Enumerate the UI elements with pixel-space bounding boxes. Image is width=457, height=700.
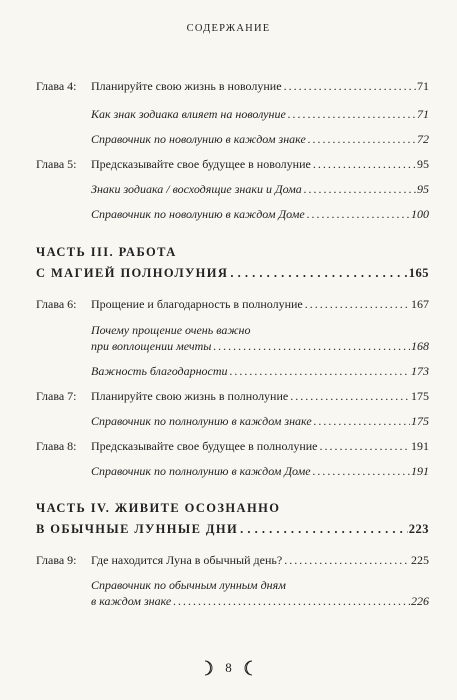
toc-entry-ch5-sub2[interactable] <box>91 207 429 222</box>
page-number: 191 <box>411 464 429 478</box>
chapter-title: Планируйте свою жизнь в полнолуние <box>91 389 289 403</box>
crescent-moon-icon <box>244 660 256 676</box>
page-number: 175 <box>411 389 429 403</box>
dot-leader <box>314 414 410 429</box>
dot-leader <box>284 553 410 568</box>
part-title-line2: С МАГИЕЙ ПОЛНОЛУНИЯ <box>36 266 229 280</box>
chapter-label: Глава 8: <box>36 439 77 453</box>
toc-entry-ch9-sub1[interactable] <box>91 594 429 609</box>
section-title: Справочник по полнолунию в каждом Доме <box>91 464 311 478</box>
page-number: 191 <box>411 439 429 453</box>
chapter-title: Где находится Луна в обычный день? <box>91 553 283 567</box>
toc-entry-chapter-7[interactable] <box>36 389 429 404</box>
page-number-footer: 8 <box>225 660 232 675</box>
toc-entry-chapter-6[interactable] <box>36 297 429 312</box>
section-title: в каждом знаке <box>91 594 172 608</box>
dot-leader <box>308 132 416 147</box>
section-title: Справочник по новолунию в каждом Доме <box>91 207 305 221</box>
page-footer <box>0 660 457 676</box>
ch6-sub1-title-line1[interactable]: Почему прощение очень важно <box>91 323 251 337</box>
page-number: 71 <box>417 107 429 121</box>
page-number: 175 <box>411 414 429 428</box>
section-title: Справочник по полнолунию в каждом знаке <box>91 414 312 428</box>
dot-leader <box>304 182 416 197</box>
page-number: 71 <box>417 79 429 93</box>
toc-entry-chapter-9[interactable] <box>36 553 429 568</box>
dot-leader <box>307 207 410 222</box>
page-number: 165 <box>408 266 429 280</box>
part-3-title-line1[interactable]: ЧАСТЬ III. РАБОТА <box>36 245 177 259</box>
dot-leader <box>240 522 408 537</box>
chapter-title: Прощение и благодарность в полнолуние <box>91 297 303 311</box>
toc-entry-chapter-5[interactable] <box>36 157 429 172</box>
page-number: 173 <box>411 364 429 378</box>
page-number: 225 <box>411 553 429 567</box>
chapter-title: Предсказывайте свое будущее в новолуние <box>91 157 311 171</box>
toc-entry-ch7-sub1[interactable] <box>91 414 429 429</box>
section-title: Справочник по новолунию в каждом знаке <box>91 132 306 146</box>
dot-leader <box>319 439 410 454</box>
page-number: 95 <box>417 157 429 171</box>
chapter-label: Глава 5: <box>36 157 77 171</box>
chapter-label: Глава 9: <box>36 553 77 567</box>
dot-leader <box>173 594 410 609</box>
page-number: 72 <box>417 132 429 146</box>
page-number: 167 <box>411 297 429 311</box>
part-4-title-line1[interactable]: ЧАСТЬ IV. ЖИВИТЕ ОСОЗНАННО <box>36 501 281 515</box>
section-title: при воплощении мечты <box>91 339 212 353</box>
page-number: 168 <box>411 339 429 353</box>
section-title: Важность благодарности <box>91 364 228 378</box>
dot-leader <box>313 464 410 479</box>
toc-entry-ch6-sub1[interactable] <box>91 339 429 354</box>
page-number: 223 <box>408 522 429 536</box>
dot-leader <box>230 266 407 281</box>
chapter-label: Глава 4: <box>36 79 77 93</box>
toc-entry-ch4-sub2[interactable] <box>91 132 429 147</box>
dot-leader <box>284 79 416 94</box>
part-title-line2: В ОБЫЧНЫЕ ЛУННЫЕ ДНИ <box>36 522 239 536</box>
toc-entry-part-3[interactable] <box>36 266 429 281</box>
toc-entry-ch5-sub1[interactable] <box>91 182 429 197</box>
chapter-title: Планируйте свою жизнь в новолуние <box>91 79 282 93</box>
toc-entry-ch4-sub1[interactable] <box>91 107 429 122</box>
toc-entry-part-4[interactable] <box>36 522 429 537</box>
toc-entry-chapter-8[interactable] <box>36 439 429 454</box>
toc-entry-ch6-sub2[interactable] <box>91 364 429 379</box>
section-title: Как знак зодиака влияет на новолуние <box>91 107 286 121</box>
crescent-moon-icon <box>201 660 213 676</box>
ch9-sub1-title-line1[interactable]: Справочник по обычным лунным дням <box>91 578 286 592</box>
chapter-label: Глава 7: <box>36 389 77 403</box>
dot-leader <box>230 364 410 379</box>
toc-entry-chapter-4[interactable] <box>36 79 429 94</box>
dot-leader <box>288 107 416 122</box>
dot-leader <box>290 389 410 404</box>
chapter-title: Предсказывайте свое будущее в полнолуние <box>91 439 318 453</box>
dot-leader <box>313 157 416 172</box>
section-title: Знаки зодиака / восходящие знаки и Дома <box>91 182 302 196</box>
page-header: СОДЕРЖАНИЕ <box>186 23 271 34</box>
page-number: 95 <box>417 182 429 196</box>
dot-leader <box>305 297 410 312</box>
toc-entry-ch8-sub1[interactable] <box>91 464 429 479</box>
page-number: 226 <box>411 594 429 608</box>
chapter-label: Глава 6: <box>36 297 77 311</box>
page-number: 100 <box>411 207 429 221</box>
dot-leader <box>213 339 410 354</box>
